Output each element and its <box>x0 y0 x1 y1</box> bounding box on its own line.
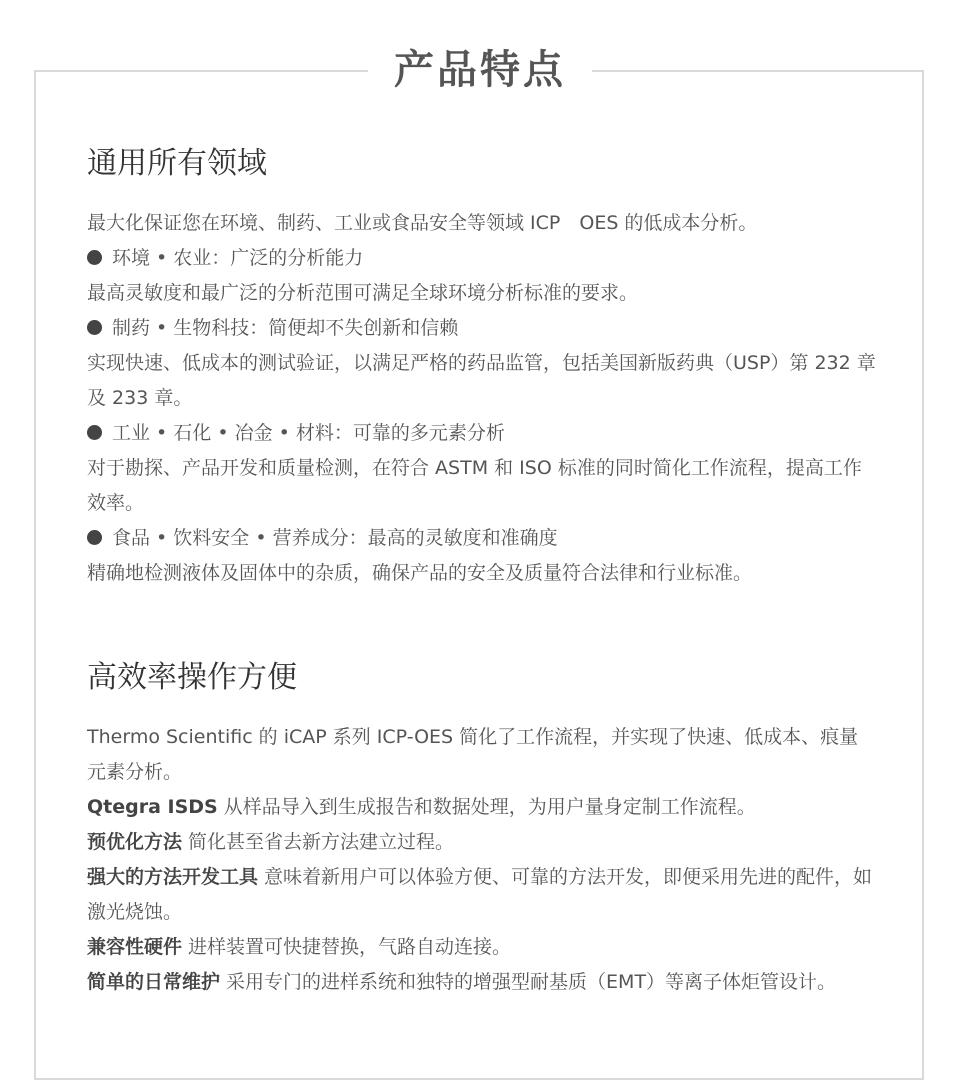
section-universal-fields <box>87 144 877 591</box>
bullet-description: 对于勘探、产品开发和质量检测，在符合 ASTM 和 ISO 标准的同时简化工作流程，提高工作效率。 <box>87 457 862 514</box>
section-heading: 高效率操作方便 <box>87 660 297 695</box>
section-body <box>87 206 877 591</box>
feature-label: Qtegra ISDS <box>87 796 218 818</box>
feature-item <box>87 860 877 930</box>
feature-text: 进样装置可快捷替换，气路自动连接。 <box>182 936 512 958</box>
feature-label: 强大的方法开发工具 <box>87 866 259 888</box>
bullet-icon <box>87 530 102 545</box>
feature-label: 兼容性硬件 <box>87 936 183 958</box>
section-intro: Thermo Scientific 的 iCAP 系列 ICP-OES 简化了工作流程，并实现了快速、低成本、痕量元素分析。 <box>87 726 859 783</box>
section-efficient-operation <box>87 658 877 1000</box>
feature-item <box>87 930 877 965</box>
feature-label: 预优化方法 <box>87 831 183 853</box>
bullet-item <box>87 416 877 451</box>
feature-item <box>87 825 877 860</box>
page-title: 产品特点 <box>368 44 592 96</box>
bullet-title: 环境 • 农业：广泛的分析能力 <box>112 247 364 269</box>
bullet-item <box>87 521 877 556</box>
feature-label: 简单的日常维护 <box>87 971 221 993</box>
bullet-description: 实现快速、低成本的测试验证，以满足严格的药品监管，包括美国新版药典（USP）第 232 章及 233 章。 <box>87 352 876 409</box>
section-intro: 最大化保证您在环境、制药、工业或食品安全等领域 ICP OES 的低成本分析。 <box>87 212 758 234</box>
feature-text: 从样品导入到生成报告和数据处理，为用户量身定制工作流程。 <box>217 796 756 818</box>
bullet-icon <box>87 425 102 440</box>
bullet-description: 最高灵敏度和最广泛的分析范围可满足全球环境分析标准的要求。 <box>87 282 639 304</box>
feature-item <box>87 790 877 825</box>
bullet-description: 精确地检测液体及固体中的杂质，确保产品的安全及质量符合法律和行业标准。 <box>87 562 753 584</box>
bullet-item <box>87 241 877 276</box>
feature-text: 简化甚至省去新方法建立过程。 <box>182 831 455 853</box>
feature-item <box>87 965 877 1000</box>
section-heading: 通用所有领域 <box>87 146 267 181</box>
section-body <box>87 720 877 1000</box>
bullet-icon <box>87 250 102 265</box>
bullet-item <box>87 311 877 346</box>
bullet-title: 食品 • 饮料安全 • 营养成分：最高的灵敏度和准确度 <box>112 527 558 549</box>
bullet-title: 工业 • 石化 • 冶金 • 材料：可靠的多元素分析 <box>112 422 505 444</box>
feature-text: 意味着新用户可以体验方便、可靠的方法开发，即便采用先进的配件，如激光烧蚀。 <box>87 866 873 923</box>
feature-text: 采用专门的进样系统和独特的增强型耐基质（EMT）等离子体炬管设计。 <box>220 971 837 993</box>
bullet-icon <box>87 320 102 335</box>
bullet-title: 制药 • 生物科技：简便却不失创新和信赖 <box>112 317 459 339</box>
